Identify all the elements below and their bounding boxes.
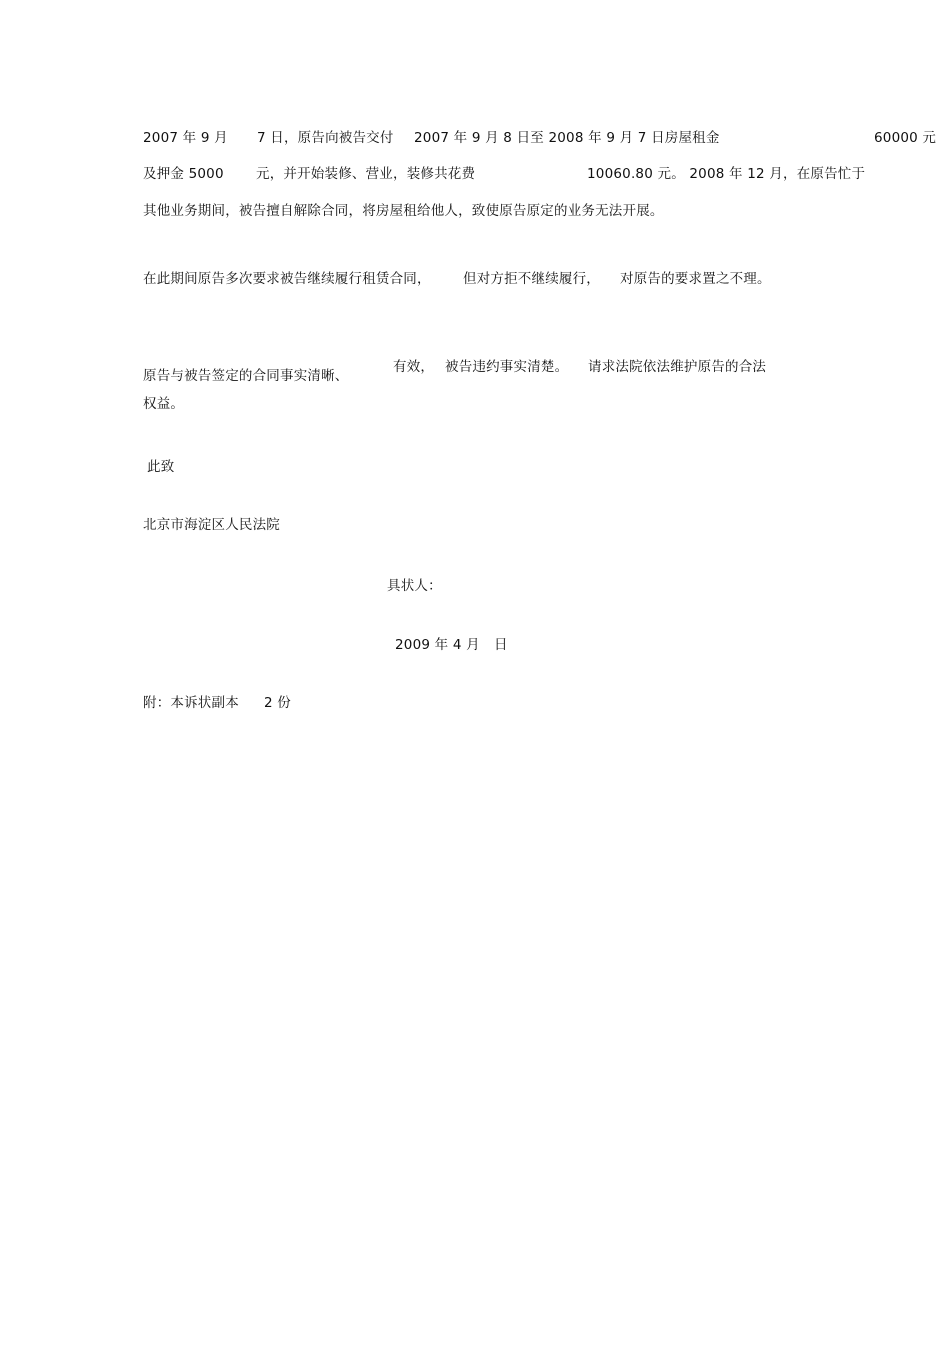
p1-line1-delivery: 7 日，原告向被告交付 <box>257 130 394 146</box>
p2-part2: 但对方拒不继续履行， <box>463 271 600 287</box>
p3-part3: 被告违约事实清楚。 <box>445 359 569 375</box>
p1-line2-deposit: 及押金 5000 <box>143 166 224 182</box>
p3-line2: 权益。 <box>143 396 185 412</box>
signer-label: 具状人： <box>387 578 442 594</box>
p2-part3: 对原告的要求置之不理。 <box>620 271 771 287</box>
p3-part2: 有效， <box>393 359 435 375</box>
court-name: 北京市海淀区人民法院 <box>143 517 280 533</box>
date-year-month: 2009 年 4 月 <box>395 637 480 653</box>
p1-line1-amount: 60000 元 <box>874 130 937 146</box>
p1-line1-period: 2007 年 9 月 8 日至 2008 年 9 月 7 日房屋租金 <box>414 130 720 146</box>
p1-line3: 其他业务期间，被告擅自解除合同，将房屋租给他人，致使原告原定的业务无法开展。 <box>143 203 664 219</box>
p3-part4: 请求法院依法维护原告的合法 <box>588 359 767 375</box>
attachment-count: 2 份 <box>264 695 291 711</box>
p3-part1: 原告与被告签定的合同事实清晰、 <box>143 368 349 384</box>
p1-line2-cost: 10060.80 元。 2008 年 12 月，在原告忙于 <box>587 166 866 182</box>
date-day: 日 <box>494 637 508 653</box>
p1-line1-date: 2007 年 9 月 <box>143 130 228 146</box>
p2-part1: 在此期间原告多次要求被告继续履行租赁合同， <box>143 271 431 287</box>
attachment-label: 附：本诉状副本 <box>143 695 239 711</box>
p1-line2-renovation: 元，并开始装修、营业，装修共花费 <box>256 166 476 182</box>
salutation: 此致 <box>147 459 175 475</box>
